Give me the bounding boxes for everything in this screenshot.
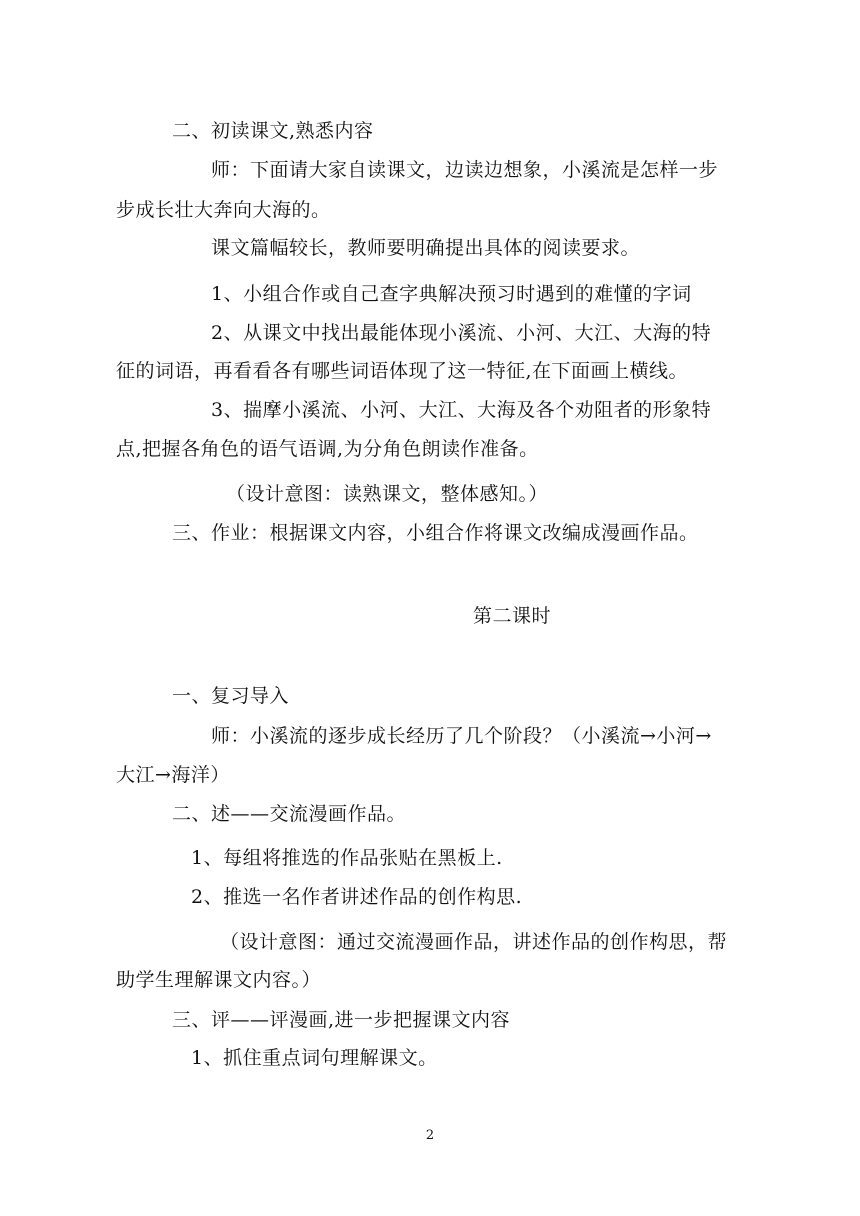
- lesson-title: 第二课时: [473, 605, 552, 627]
- paragraph-line: 步成长壮大奔向大海的。: [116, 199, 331, 221]
- section-heading-describe: 二、述——交流漫画作品。: [172, 803, 407, 825]
- paragraph-line: 课文篇幅较长，教师要明确提出具体的阅读要求。: [211, 237, 641, 259]
- paragraph-line: 点,把握各角色的语气语调,为分角色朗读作准备。: [116, 438, 539, 460]
- section-heading-review: 一、复习导入: [172, 685, 290, 707]
- design-intent-note: （设计意图：读熟课文，整体感知。）: [226, 483, 549, 505]
- list-item: 3、揣摩小溪流、小河、大江、大海及各个劝阻者的形象特: [211, 399, 712, 421]
- paragraph-line: 师：下面请大家自读课文，边读边想象，小溪流是怎样一步: [211, 159, 719, 181]
- section-heading-first-reading: 二、初读课文,熟悉内容: [172, 120, 374, 142]
- paragraph-line: 大江→海洋）: [116, 764, 230, 786]
- list-item: 2、从课文中找出最能体现小溪流、小河、大江、大海的特: [211, 322, 712, 344]
- paragraph-line: 征的词语，再看看各有哪些词语体现了这一特征,在下面画上横线。: [116, 360, 689, 382]
- section-heading-evaluate: 三、评——评漫画,进一步把握课文内容: [172, 1009, 511, 1031]
- list-item: 1、每组将推选的作品张贴在黑板上.: [191, 847, 503, 869]
- list-item: 2、推选一名作者讲述作品的创作构思.: [191, 886, 523, 908]
- page-number: 2: [425, 1128, 435, 1143]
- list-item: 1、抓住重点词句理解课文。: [191, 1047, 438, 1069]
- design-intent-note: （设计意图：通过交流漫画作品，讲述作品的创作构思，帮: [220, 931, 728, 953]
- paragraph-line: 师：小溪流的逐步成长经历了几个阶段？（小溪流→小河→: [211, 725, 712, 747]
- section-heading-homework: 三、作业：根据课文内容，小组合作将课文改编成漫画作品。: [172, 522, 699, 544]
- paragraph-line: 助学生理解课文内容。）: [116, 969, 322, 991]
- list-item: 1、小组合作或自己查字典解决预习时遇到的难懂的字词: [211, 283, 692, 305]
